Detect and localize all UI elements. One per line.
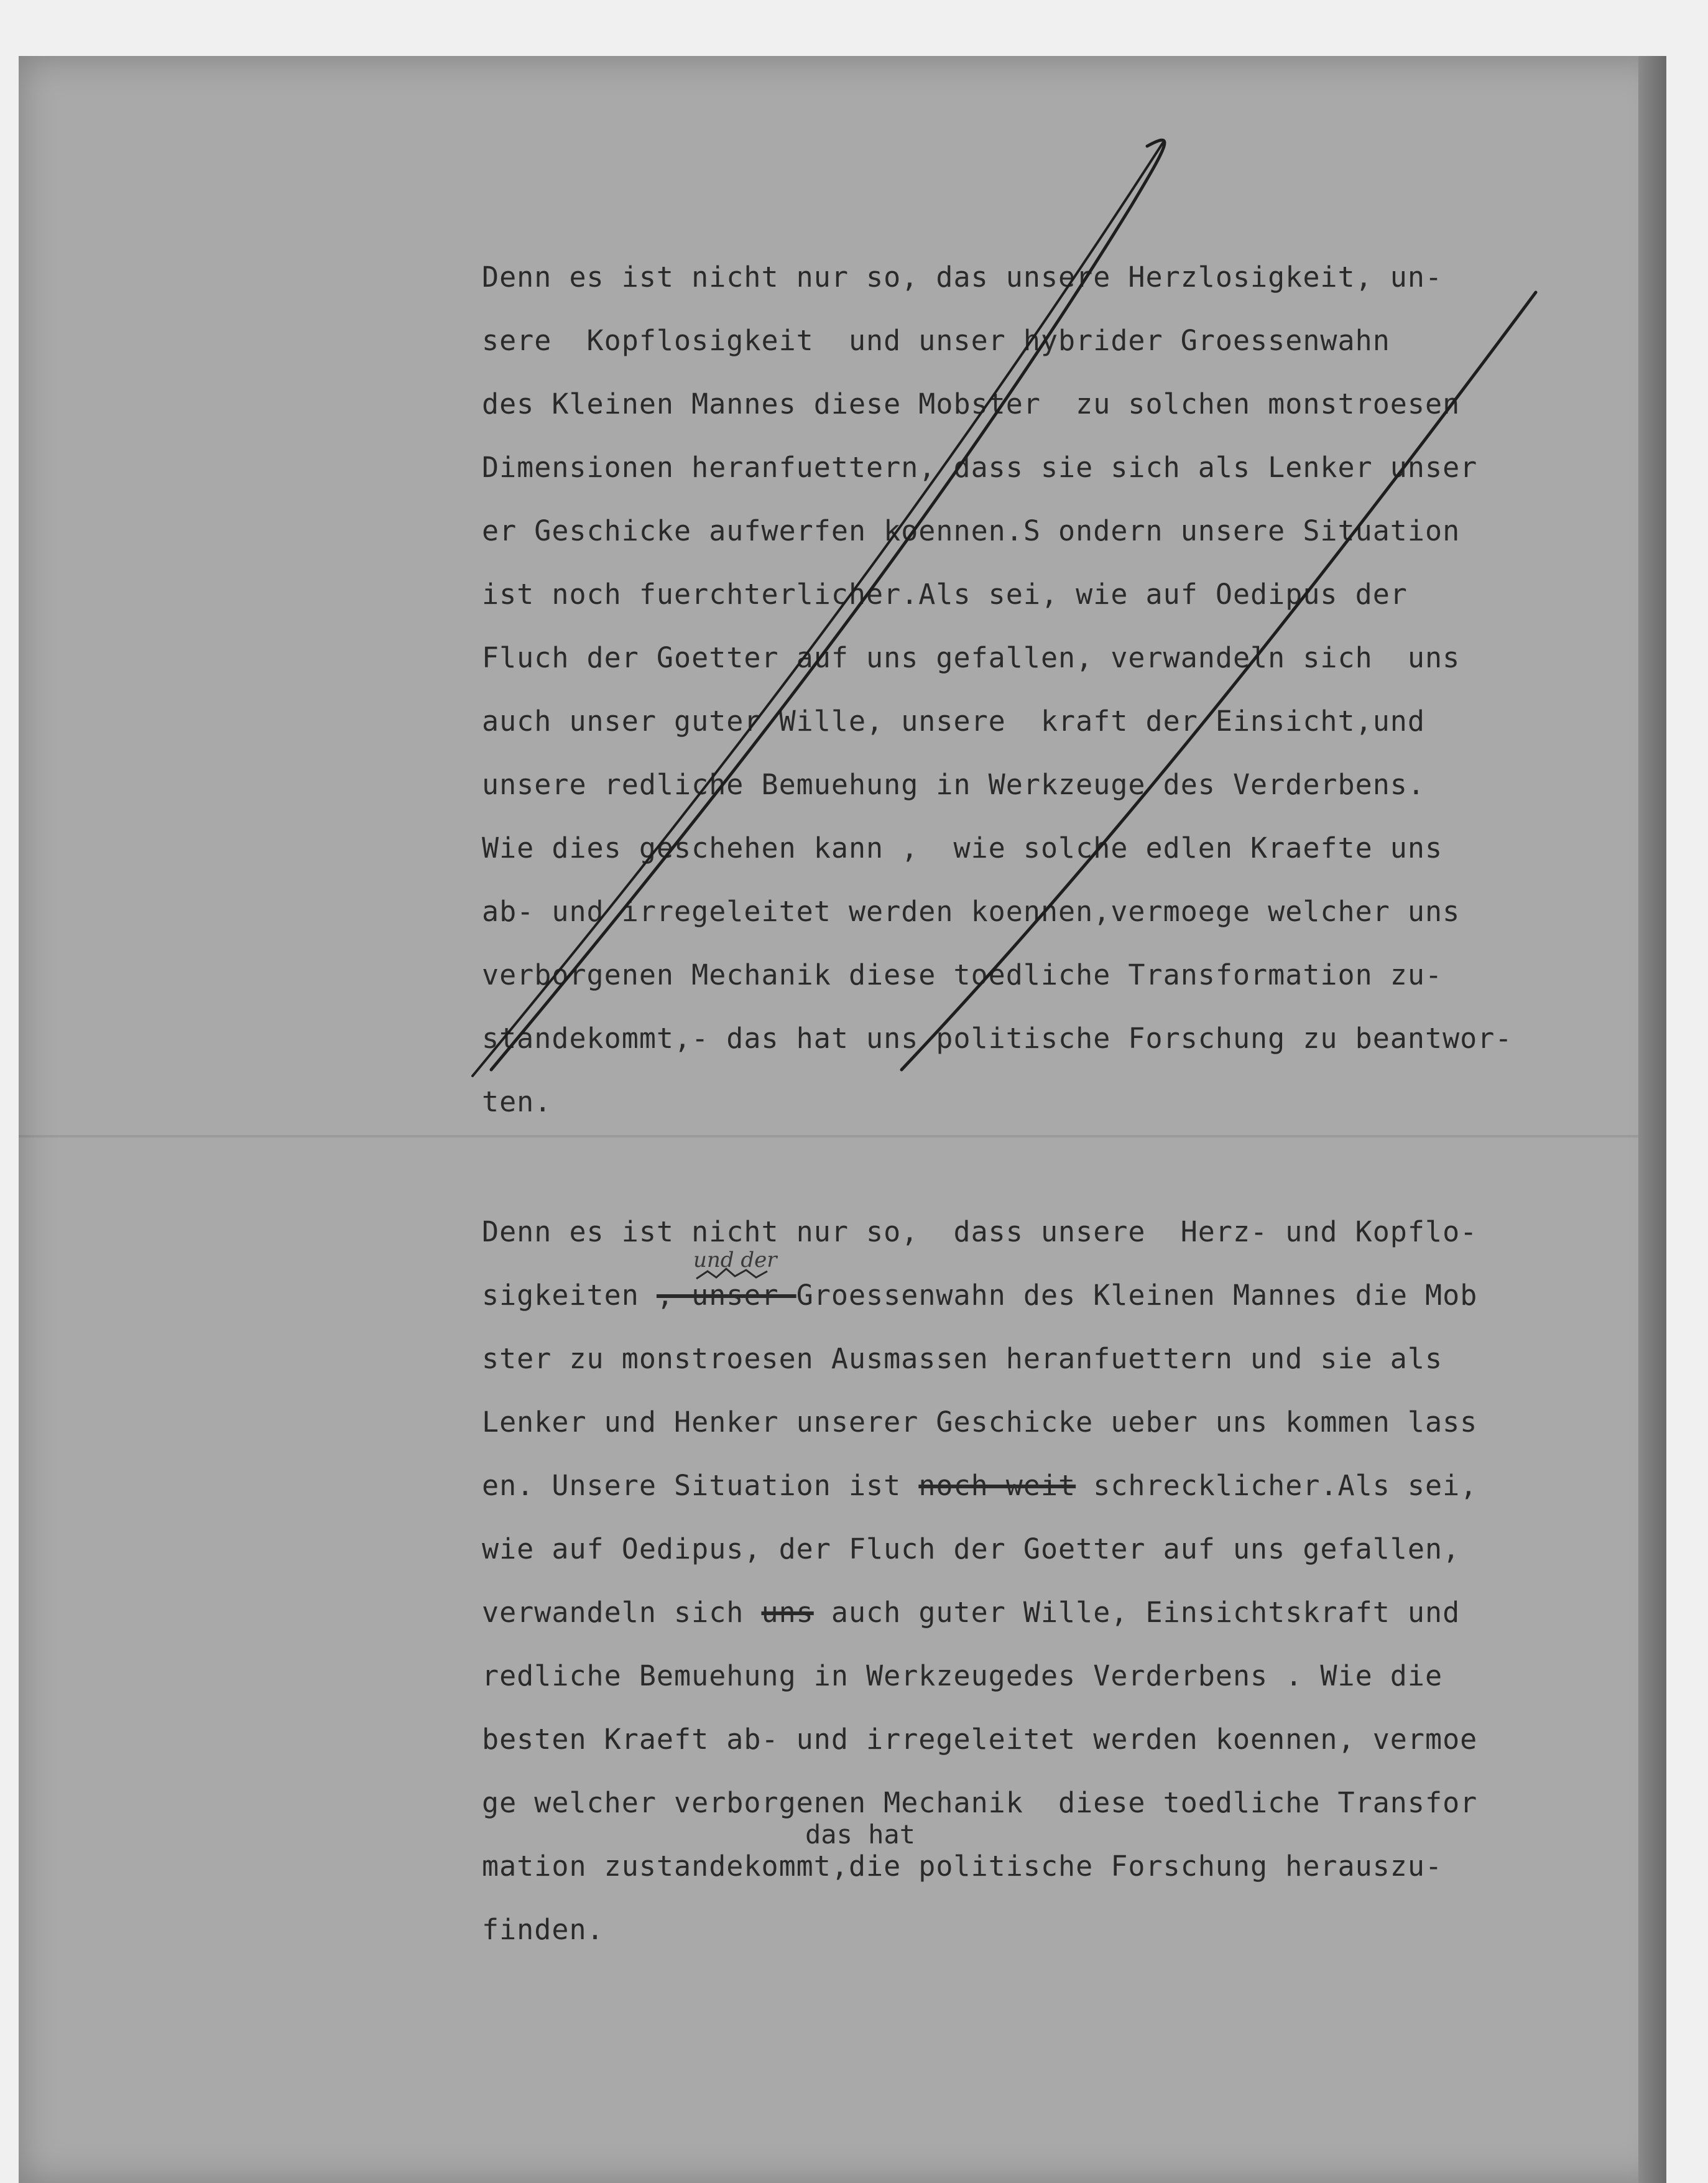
text-line bbox=[482, 1454, 1601, 1518]
text-segment: verwandeln sich bbox=[482, 1596, 762, 1629]
text-line: standekommt,- das hat uns politische Forschung zu beantwor- bbox=[482, 1022, 1513, 1055]
paper-edge-shadow bbox=[1638, 56, 1666, 2183]
text-line: ster zu monstroesen Ausmassen heranfuettern und sie als bbox=[482, 1342, 1443, 1375]
text-line: sere Kopflosigkeit und unser hybrider Groessenwahn bbox=[482, 324, 1390, 357]
text-line: Lenker und Henker unserer Geschicke ueber uns kommen lass bbox=[482, 1406, 1478, 1439]
text-segment: Groessenwahn des Kleinen Mannes die Mob bbox=[796, 1279, 1478, 1312]
text-line: mation zustandekommt,die politische Forschung herauszu- bbox=[482, 1850, 1443, 1883]
text-line: er Geschicke aufwerfen koennen.S ondern unsere Situation bbox=[482, 514, 1461, 547]
text-line: ab- und irregeleitet werden koennen,vermoege welcher uns bbox=[482, 895, 1461, 928]
text-line: verborgenen Mechanik diese toedliche Transformation zu- bbox=[482, 958, 1443, 991]
text-line: des Kleinen Mannes diese Mobster zu solchen monstroesen bbox=[482, 387, 1461, 420]
text-line bbox=[482, 1581, 1601, 1644]
text-line: finden. bbox=[482, 1913, 604, 1946]
paper-fold bbox=[19, 1135, 1666, 1138]
struck-text: uns bbox=[761, 1596, 814, 1629]
text-line bbox=[482, 1264, 1601, 1327]
text-line: Denn es ist nicht nur so, dass unsere Herz- und Kopflo- bbox=[482, 1215, 1478, 1248]
text-line: wie auf Oedipus, der Fluch der Goetter auf uns gefallen, bbox=[482, 1532, 1461, 1565]
text-line: ge welcher verborgenen Mechanik diese toedliche Transfor bbox=[482, 1786, 1478, 1819]
text-line: redliche Bemuehung in Werkzeugedes Verderbens . Wie die bbox=[482, 1659, 1443, 1692]
struck-text: noch weit bbox=[918, 1469, 1076, 1502]
text-segment: schrecklicher.Als sei, bbox=[1076, 1469, 1478, 1502]
text-line: Dimensionen heranfuettern, dass sie sich als Lenker unser bbox=[482, 451, 1478, 484]
text-line: unsere redliche Bemuehung in Werkzeuge des Verderbens. bbox=[482, 768, 1425, 801]
text-segment: sigkeiten bbox=[482, 1279, 657, 1312]
interlinear-insertion: das hat bbox=[805, 1819, 916, 1850]
text-line: Denn es ist nicht nur so, das unsere Herzlosigkeit, un- bbox=[482, 261, 1443, 294]
text-segment: en. Unsere Situation ist bbox=[482, 1469, 919, 1502]
text-line: besten Kraeft ab- und irregeleitet werden koennen, vermoe bbox=[482, 1723, 1478, 1756]
text-line: auch unser guter Wille, unsere kraft der Einsicht,und bbox=[482, 705, 1425, 738]
text-line: ten. bbox=[482, 1085, 552, 1118]
text-line: ist noch fuerchterlicher.Als sei, wie auf Oedipus der bbox=[482, 578, 1408, 611]
text-segment: auch guter Wille, Einsichtskraft und bbox=[813, 1596, 1461, 1629]
paragraph-revised bbox=[482, 1200, 1601, 1962]
text-line: Wie dies geschehen kann , wie solche edlen Kraefte uns bbox=[482, 832, 1443, 864]
struck-text: , unser bbox=[656, 1279, 796, 1312]
paragraph-cancelled bbox=[482, 246, 1601, 1134]
text-line: Fluch der Goetter auf uns gefallen, verwandeln sich uns bbox=[482, 641, 1461, 674]
handwritten-insertion: und der bbox=[693, 1248, 777, 1272]
